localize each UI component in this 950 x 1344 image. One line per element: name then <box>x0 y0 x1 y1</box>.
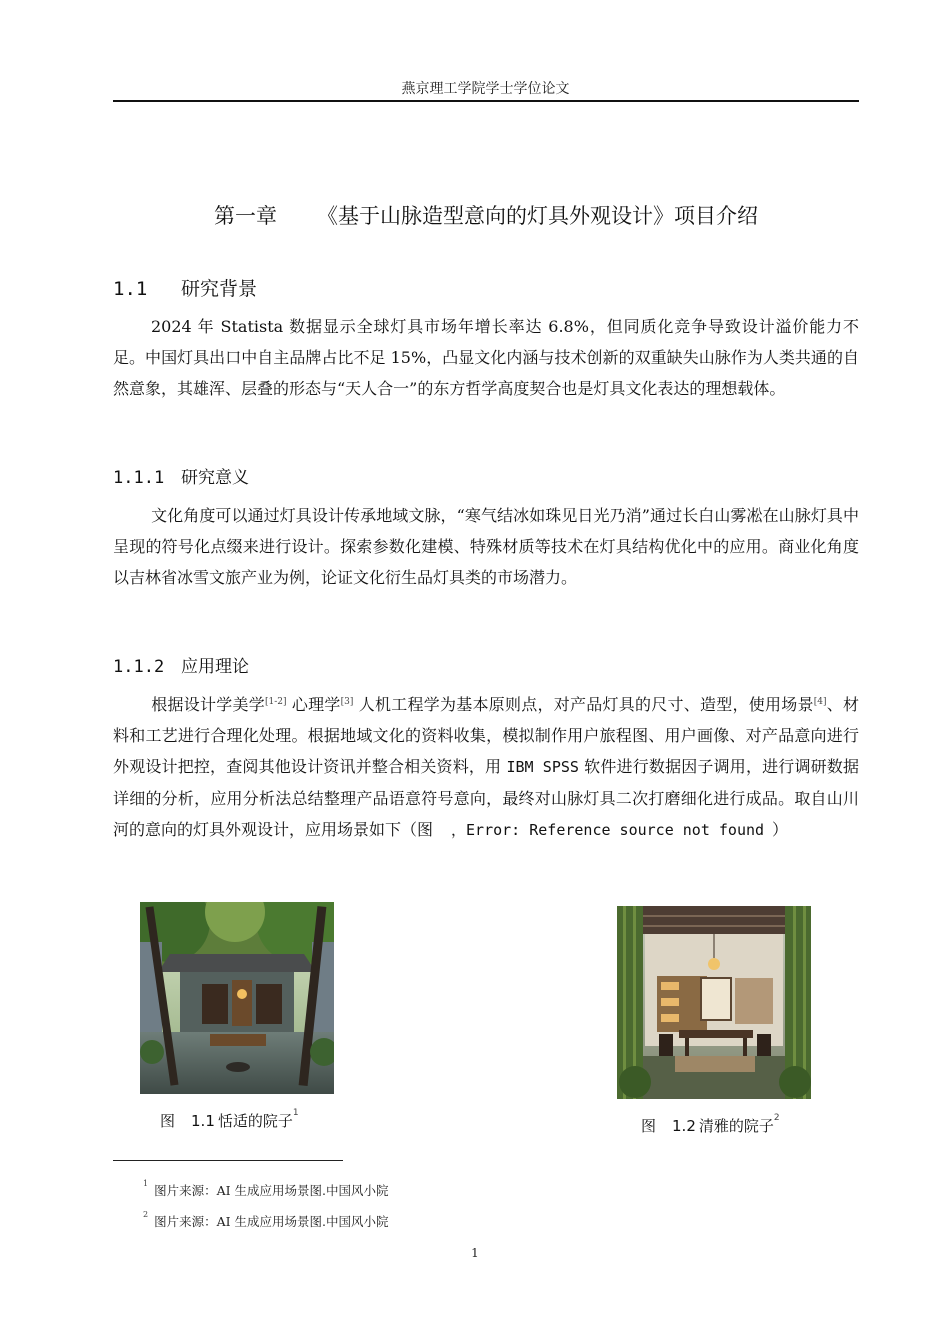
footnote-1 <box>143 1181 389 1199</box>
broken-reference: ，Error: Reference source not found <box>451 821 765 839</box>
section-number: 1.1 <box>113 278 148 300</box>
footnote-text: 图片来源：AI 生成应用场景图.中国风小院 <box>154 1214 389 1229</box>
section-heading-1-1-1 <box>113 463 249 488</box>
text-run: 软件进行数据因子调用，进行调研数据详细的分析，应用分析法总结整理产品语意符号意向，最终对山脉灯具二次打磨细化进行成品。取自山川河的意向的灯具外观设计，应用场景如下（图 <box>113 757 859 839</box>
figure-number: 1.1 <box>191 1112 215 1130</box>
paragraph-text: 文化角度可以通过灯具设计传承地域文脉，“寒气结冰如珠见日光乃消”通过长白山雾凇在山脉灯具中呈现的符号化点缀来进行设计。探索参数化建模、特殊材质等技术在灯具结构优化中的应用。商业化角度以吉林省冰雪文旅产业为例，论证文化衍生品灯具类的市场潜力。 <box>113 506 859 587</box>
text-run: 根据设计学美学 <box>151 695 266 714</box>
text-run: ） <box>772 820 789 839</box>
chapter-title <box>113 200 859 230</box>
section-number: 1.1.2 <box>113 657 165 677</box>
citation-ref[interactable]: [3] <box>340 697 354 707</box>
running-header: 燕京理工学院学士学位论文 <box>401 81 570 97</box>
section-title: 研究意义 <box>181 468 249 488</box>
citation-ref[interactable]: [4] <box>813 697 827 707</box>
chapter-name: 《基于山脉造型意向的灯具外观设计》项目介绍 <box>317 204 758 228</box>
figure-1-2-image <box>617 906 811 1099</box>
paragraph-background <box>113 311 859 404</box>
section-number: 1.1.1 <box>113 468 165 488</box>
text-run: 心理学 <box>286 695 341 714</box>
citation-ref[interactable]: [1-2] <box>265 697 287 707</box>
figure-1-2-caption <box>641 1115 780 1136</box>
figure-number: 1.2 <box>672 1117 696 1135</box>
figure-caption-text: 恬适的院子 <box>217 1112 293 1130</box>
figure-1-1-caption <box>160 1110 299 1131</box>
paragraph-theory <box>113 689 859 846</box>
section-heading-1-1-2 <box>113 652 249 677</box>
figure-label: 图 <box>641 1117 657 1135</box>
footnote-mark: 1 <box>143 1179 149 1188</box>
paragraph-text: 2024 年 Statista 数据显示全球灯具市场年增长率达 6.8%，但同质化竞争导致设计溢价能力不足。中国灯具出口中自主品牌占比不足 15%，凸显文化内涵与技术创新的双重缺失山脉作为人类共通的自然意象，其雄浑、层叠的形态与“天人合一”的东方哲学高度契合也是灯具文化表达的理想载体。 <box>113 317 859 398</box>
page-number: 1 <box>471 1246 479 1260</box>
footnote-separator <box>113 1160 343 1161</box>
footnote-mark: 2 <box>143 1210 149 1219</box>
footnote-mark[interactable]: 2 <box>773 1113 780 1123</box>
text-run: 人机工程学为基本原则点，对产品灯具的尺寸、造型，使用场景 <box>353 695 814 714</box>
paragraph-significance <box>113 500 859 593</box>
figure-1-1-image <box>140 902 334 1094</box>
figure-label: 图 <box>160 1112 176 1130</box>
software-name: IBM SPSS <box>506 758 579 776</box>
footnote-text: 图片来源：AI 生成应用场景图.中国风小院 <box>154 1183 389 1198</box>
footnote-mark[interactable]: 1 <box>292 1108 299 1118</box>
footnote-2 <box>143 1212 389 1230</box>
figure-caption-text: 清雅的院子 <box>698 1117 774 1135</box>
text-run: 、材料和工艺进行合理化处理。根据地域文化的资料收集，模拟制作用户旅程图、用户画像、对产品意向进行外观设计把控，查阅其他设计资讯并整合相关资料，用 <box>113 695 859 776</box>
section-title: 应用理论 <box>181 657 249 677</box>
section-title: 研究背景 <box>181 278 258 300</box>
section-heading-1-1 <box>113 274 257 301</box>
header-rule <box>113 100 859 102</box>
chapter-label: 第一章 <box>214 204 277 228</box>
